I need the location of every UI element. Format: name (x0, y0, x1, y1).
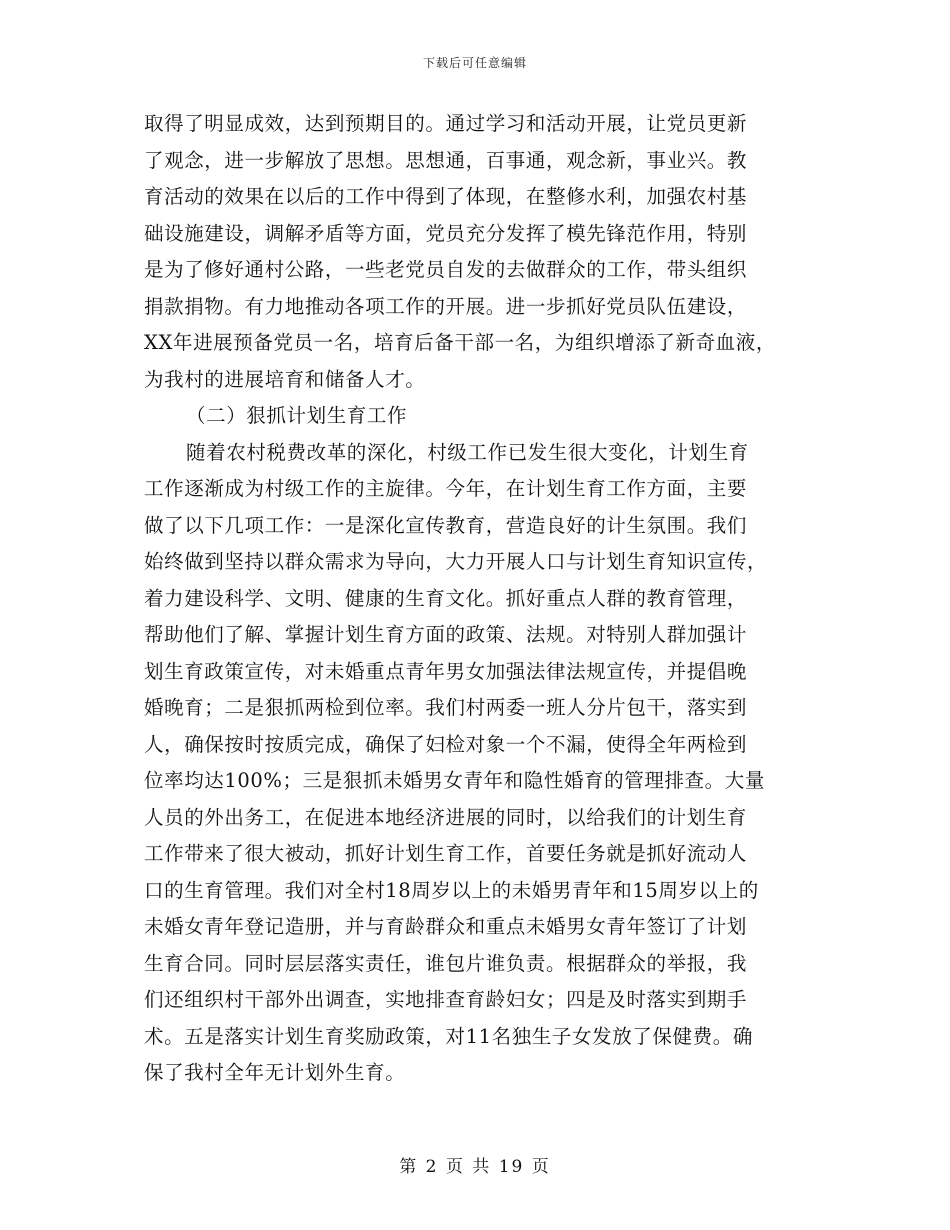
text-line: 础设施建设，调解矛盾等方面，党员充分发挥了模先锋范作用，特别 (144, 221, 748, 245)
text-line: 始终做到坚持以群众需求为导向，大力开展人口与计划生育知识宣传， (144, 550, 768, 573)
text-line: 为我村的进展培育和储备人才。 (144, 367, 426, 391)
text-line: 划生育政策宣传，对未婚重点青年男女加强法律法规宣传，并提倡晚 (144, 659, 748, 683)
text-line: 随着农村税费改革的深化，村级工作已发生很大变化，计划生育 (186, 440, 749, 464)
text-line: 了观念，进一步解放了思想。思想通，百事通，观念新，事业兴。教 (144, 148, 748, 172)
text-line: XX年进展预备党员一名，培育后备干部一名，为组织增添了新奇血液， (144, 331, 776, 354)
text-line: 育活动的效果在以后的工作中得到了体现，在整修水利，加强农村基 (144, 185, 748, 208)
text-line: 取得了明显成效，达到预期目的。通过学习和活动开展，让党员更新 (144, 112, 748, 135)
text-line: 位率均达100%；三是狠抓未婚男女青年和隐性婚育的管理排查。大量 (144, 769, 765, 792)
text-line: 生育合同。同时层层落实责任，谁包片谁负责。根据群众的举报，我 (144, 951, 748, 975)
text-line: 工作带来了很大被动，抓好计划生育工作，首要任务就是抓好流动人 (144, 842, 748, 865)
text-line: 是为了修好通村公路，一些老党员自发的去做群众的工作，带头组织 (144, 258, 748, 281)
section-heading: （二）狠抓计划生育工作 (186, 404, 408, 427)
text-line: 帮助他们了解、掌握计划生育方面的政策、法规。对特别人群加强计 (144, 623, 748, 646)
text-line: 人员的外出务工，在促进本地经济进展的同时，以给我们的计划生育 (144, 805, 748, 829)
page-number-footer: 第 2 页 共 19 页 (399, 1157, 551, 1177)
text-line: 捐款捐物。有力地推动各项工作的开展。进一步抓好党员队伍建设， (144, 294, 748, 318)
text-line: 着力建设科学、文明、健康的生育文化。抓好重点人群的教育管理， (144, 586, 748, 610)
text-line: 未婚女青年登记造册，并与育龄群众和重点未婚男女青年签订了计划 (144, 915, 748, 938)
text-line: 做了以下几项工作：一是深化宣传教育，营造良好的计生氛围。我们 (144, 513, 748, 537)
text-line: 口的生育管理。我们对全村18周岁以上的未婚男青年和15周岁以上的 (144, 878, 759, 902)
document-body (144, 106, 816, 1092)
page-header: 下载后可任意编辑 (422, 56, 527, 70)
text-line: 婚晚育；二是狠抓两检到位率。我们村两委一班人分片包干，落实到 (144, 696, 748, 719)
text-line: 们还组织村干部外出调查，实地排查育龄妇女；四是及时落实到期手 (144, 988, 748, 1011)
text-line: 工作逐渐成为村级工作的主旋律。今年，在计划生育工作方面，主要 (144, 477, 748, 500)
text-line: 保了我村全年无计划外生育。 (144, 1061, 406, 1084)
text-line: 人，确保按时按质完成，确保了妇检对象一个不漏，使得全年两检到 (144, 732, 748, 756)
text-line: 术。五是落实计划生育奖励政策，对11名独生子女发放了保健费。确 (144, 1024, 753, 1048)
